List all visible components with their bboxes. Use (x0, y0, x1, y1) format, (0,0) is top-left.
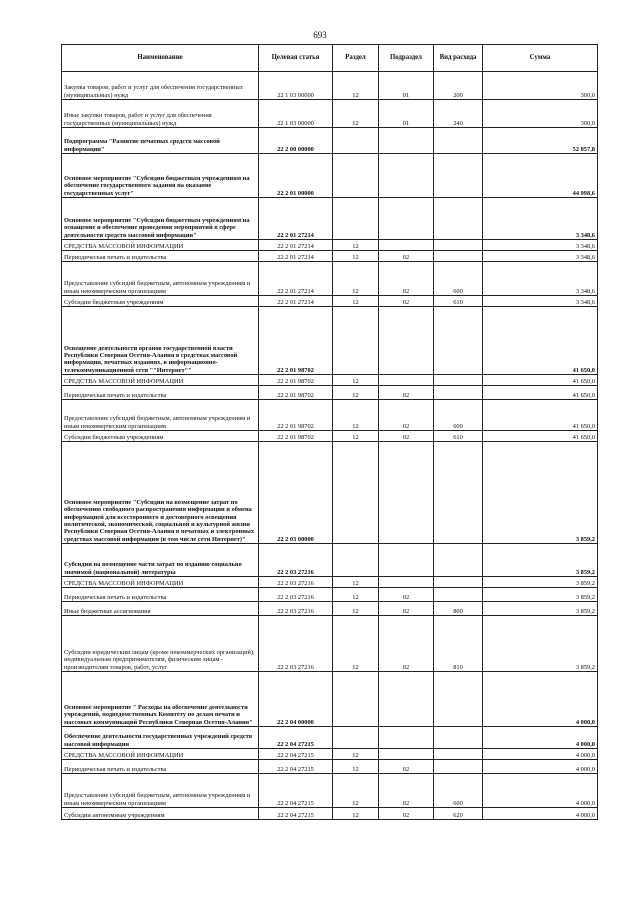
row-name: Обеспечение деятельности государственных учреждений средств массовой информации (62, 727, 259, 749)
row-subsection (379, 198, 434, 240)
row-name: Субсидии на возмещение части затрат по изданию социально значимой (национальной) литературы (62, 544, 259, 577)
row-subsection: 02 (379, 262, 434, 296)
row-section: 12 (333, 72, 379, 100)
row-subsection: 02 (379, 431, 434, 442)
row-section: 12 (333, 749, 379, 760)
table-row (62, 588, 598, 602)
row-expense-type (434, 251, 483, 262)
row-name: Предоставление субсидий бюджетным, автономным учреждениям и иным некоммерческим организациям (62, 262, 259, 296)
row-target-article: 22 2 04 00000 (259, 672, 333, 727)
row-subsection (379, 544, 434, 577)
row-name: Предоставление субсидий бюджетным, автономным учреждениям и иным некоммерческим организациям (62, 400, 259, 431)
row-target-article: 22 2 01 98702 (259, 375, 333, 386)
page-number: 693 (313, 30, 327, 40)
row-section: 12 (333, 251, 379, 262)
row-subsection (379, 672, 434, 727)
row-expense-type (434, 760, 483, 774)
row-target-article: 22 2 01 27214 (259, 262, 333, 296)
row-section (333, 727, 379, 749)
row-sum: 41 650,0 (483, 431, 598, 442)
row-section: 12 (333, 375, 379, 386)
row-subsection: 01 (379, 72, 434, 100)
row-section: 12 (333, 760, 379, 774)
row-sum: 3 348,6 (483, 240, 598, 251)
row-name: Субсидии бюджетным учреждениям (62, 296, 259, 307)
header-subsection: Подраздел (379, 45, 434, 72)
row-sum: 3 859,2 (483, 602, 598, 616)
row-target-article: 22 2 04 27215 (259, 727, 333, 749)
row-sum: 4 000,0 (483, 749, 598, 760)
row-name: Иные бюджетные ассигнования (62, 602, 259, 616)
table-row (62, 100, 598, 128)
row-subsection (379, 442, 434, 544)
table-row (62, 296, 598, 307)
row-expense-type: 810 (434, 616, 483, 672)
row-sum: 3 348,6 (483, 198, 598, 240)
row-subsection: 02 (379, 808, 434, 820)
row-expense-type (434, 154, 483, 198)
row-target-article: 22 2 01 98702 (259, 386, 333, 400)
table-row (62, 251, 598, 262)
row-name: СРЕДСТВА МАССОВОЙ ИНФОРМАЦИИ (62, 375, 259, 386)
row-sum: 4 000,0 (483, 760, 598, 774)
row-subsection (379, 375, 434, 386)
row-sum: 41 650,0 (483, 307, 598, 375)
row-expense-type (434, 375, 483, 386)
row-sum: 3 859,2 (483, 588, 598, 602)
row-section (333, 544, 379, 577)
row-target-article: 22 2 01 27214 (259, 198, 333, 240)
row-target-article: 22 2 01 98702 (259, 431, 333, 442)
table-row (62, 198, 598, 240)
row-subsection (379, 307, 434, 375)
row-expense-type: 620 (434, 808, 483, 820)
table-row (62, 672, 598, 727)
row-target-article: 22 2 04 27215 (259, 760, 333, 774)
header-name: Наименование (62, 45, 259, 72)
row-subsection: 02 (379, 774, 434, 808)
budget-table (61, 44, 598, 820)
row-name: Освещение деятельности органов государственной власти Республики Северная Осетия-Алания в средствах массовой информации, печатных изданиях, в информационно-телекоммуникационной сети ""Интернет"" (62, 307, 259, 375)
row-name: Основное мероприятие " Расходы на обеспечение деятельности учреждений, подведомственных Комитету по делам печати и массовых коммуникаций Республики Северная Осетия-Алания" (62, 672, 259, 727)
row-target-article: 22 2 00 00000 (259, 128, 333, 154)
row-subsection: 02 (379, 588, 434, 602)
table-row (62, 128, 598, 154)
table-row (62, 375, 598, 386)
row-section: 12 (333, 240, 379, 251)
row-target-article: 22 2 04 27215 (259, 749, 333, 760)
row-name: Закупка товаров, работ и услуг для обеспечения государственных (муниципальных) нужд (62, 72, 259, 100)
row-sum: 3 859,2 (483, 544, 598, 577)
row-subsection (379, 154, 434, 198)
row-subsection (379, 128, 434, 154)
row-target-article: 22 2 01 98702 (259, 400, 333, 431)
row-sum: 41 650,0 (483, 375, 598, 386)
row-target-article: 22 2 03 27216 (259, 602, 333, 616)
row-section (333, 307, 379, 375)
table-row (62, 386, 598, 400)
row-name: Периодическая печать и издательства (62, 760, 259, 774)
row-section: 12 (333, 400, 379, 431)
row-sum: 3 348,6 (483, 251, 598, 262)
row-section: 12 (333, 296, 379, 307)
table-row (62, 727, 598, 749)
row-subsection (379, 727, 434, 749)
row-name: Основное мероприятие "Субсидии на возмещение затрат по обеспечению свободного распространения информации и обмена информацией для всестороннего и достоверного освещения политической, экономической, социальной и культурной жизни Республики Северная Осетия-Алания в печатных и электронных средствах массовой информации (в том числе сети Интернет)" (62, 442, 259, 544)
row-subsection (379, 240, 434, 251)
table-row (62, 240, 598, 251)
header-expense-type: Вид расхода (434, 45, 483, 72)
row-section: 12 (333, 808, 379, 820)
table-row (62, 431, 598, 442)
row-section: 12 (333, 577, 379, 588)
row-section: 12 (333, 602, 379, 616)
table-row (62, 808, 598, 820)
row-name: Периодическая печать и издательства (62, 251, 259, 262)
row-target-article: 22 2 03 27216 (259, 577, 333, 588)
row-section: 12 (333, 616, 379, 672)
row-sum: 3 859,2 (483, 442, 598, 544)
row-expense-type: 600 (434, 774, 483, 808)
row-subsection: 02 (379, 400, 434, 431)
row-name: СРЕДСТВА МАССОВОЙ ИНФОРМАЦИИ (62, 749, 259, 760)
table-row (62, 577, 598, 588)
row-sum: 3 348,6 (483, 262, 598, 296)
row-expense-type (434, 544, 483, 577)
row-section: 12 (333, 431, 379, 442)
row-expense-type: 610 (434, 431, 483, 442)
row-name: Подпрограмма "Развитие печатных средств массовой информации" (62, 128, 259, 154)
row-expense-type: 240 (434, 100, 483, 128)
row-target-article: 22 1 03 00000 (259, 100, 333, 128)
row-name: СРЕДСТВА МАССОВОЙ ИНФОРМАЦИИ (62, 240, 259, 251)
table-header-row (62, 45, 598, 72)
row-target-article: 22 2 01 98702 (259, 307, 333, 375)
row-sum: 41 650,0 (483, 386, 598, 400)
row-section (333, 154, 379, 198)
row-sum: 3 859,2 (483, 616, 598, 672)
table-row (62, 442, 598, 544)
table-row (62, 307, 598, 375)
row-subsection: 01 (379, 100, 434, 128)
row-sum: 300,0 (483, 100, 598, 128)
row-expense-type (434, 749, 483, 760)
row-expense-type (434, 128, 483, 154)
row-expense-type (434, 240, 483, 251)
row-subsection: 02 (379, 616, 434, 672)
header-section: Раздел (333, 45, 379, 72)
row-sum: 52 857,8 (483, 128, 598, 154)
row-name: Периодическая печать и издательства (62, 588, 259, 602)
row-target-article: 22 2 04 27215 (259, 774, 333, 808)
row-expense-type (434, 727, 483, 749)
row-name: Субсидии юридическим лицам (кроме некоммерческих организаций), индивидуальным предпринимателям, физическим лицам - производителям товаров, работ, услуг (62, 616, 259, 672)
row-expense-type: 800 (434, 602, 483, 616)
row-section (333, 442, 379, 544)
row-target-article: 22 2 03 27216 (259, 616, 333, 672)
row-expense-type (434, 442, 483, 544)
table-row (62, 749, 598, 760)
row-section (333, 128, 379, 154)
row-name: СРЕДСТВА МАССОВОЙ ИНФОРМАЦИИ (62, 577, 259, 588)
row-section: 12 (333, 386, 379, 400)
row-sum: 4 000,0 (483, 672, 598, 727)
table-row (62, 602, 598, 616)
row-subsection: 02 (379, 386, 434, 400)
header-sum: Сумма (483, 45, 598, 72)
row-section (333, 198, 379, 240)
row-sum: 4 000,0 (483, 808, 598, 820)
row-subsection: 02 (379, 602, 434, 616)
row-sum: 3 348,6 (483, 296, 598, 307)
row-section: 12 (333, 588, 379, 602)
table-row (62, 262, 598, 296)
row-section: 12 (333, 774, 379, 808)
row-sum: 300,0 (483, 72, 598, 100)
row-subsection: 02 (379, 760, 434, 774)
row-sum: 44 998,6 (483, 154, 598, 198)
row-expense-type: 600 (434, 400, 483, 431)
row-target-article: 22 2 01 27214 (259, 240, 333, 251)
row-name: Периодическая печать и издательства (62, 386, 259, 400)
row-expense-type (434, 386, 483, 400)
table-row (62, 72, 598, 100)
table-body (62, 72, 598, 820)
row-sum: 4 000,0 (483, 727, 598, 749)
row-subsection (379, 577, 434, 588)
row-expense-type (434, 198, 483, 240)
row-expense-type (434, 307, 483, 375)
row-target-article: 22 2 03 27216 (259, 588, 333, 602)
row-name: Предоставление субсидий бюджетным, автономным учреждениям и иным некоммерческим организациям (62, 774, 259, 808)
row-expense-type (434, 672, 483, 727)
table-row (62, 760, 598, 774)
row-section: 12 (333, 100, 379, 128)
table-row (62, 544, 598, 577)
table-row (62, 774, 598, 808)
row-target-article: 22 2 01 27214 (259, 251, 333, 262)
row-subsection (379, 749, 434, 760)
row-expense-type (434, 588, 483, 602)
row-target-article: 22 2 01 27214 (259, 296, 333, 307)
row-name: Иные закупки товаров, работ и услуг для обеспечения государственных (муниципальных) нужд (62, 100, 259, 128)
row-sum: 4 000,0 (483, 774, 598, 808)
row-expense-type: 600 (434, 262, 483, 296)
row-target-article: 22 1 03 00000 (259, 72, 333, 100)
row-target-article: 22 2 04 27215 (259, 808, 333, 820)
row-name: Основное мероприятие "Субсидии бюджетным учреждениям на оснащение и обеспечение проведения мероприятий в сфере деятельности средств массовой информации" (62, 198, 259, 240)
row-expense-type: 200 (434, 72, 483, 100)
header-target-article: Целевая статья (259, 45, 333, 72)
row-name: Субсидии бюджетным учреждениям (62, 431, 259, 442)
row-target-article: 22 2 03 27216 (259, 544, 333, 577)
row-expense-type (434, 577, 483, 588)
row-section (333, 672, 379, 727)
row-name: Основное мероприятие "Субсидии бюджетным учреждениям на обеспечение государственного задания на оказание государственных услуг" (62, 154, 259, 198)
row-expense-type: 610 (434, 296, 483, 307)
row-sum: 3 859,2 (483, 577, 598, 588)
table-row (62, 400, 598, 431)
row-subsection: 02 (379, 296, 434, 307)
row-sum: 41 650,0 (483, 400, 598, 431)
table-row (62, 154, 598, 198)
row-target-article: 22 2 03 00000 (259, 442, 333, 544)
table-row (62, 616, 598, 672)
row-name: Субсидии автономным учреждениям (62, 808, 259, 820)
row-section: 12 (333, 262, 379, 296)
row-target-article: 22 2 01 00000 (259, 154, 333, 198)
row-subsection: 02 (379, 251, 434, 262)
